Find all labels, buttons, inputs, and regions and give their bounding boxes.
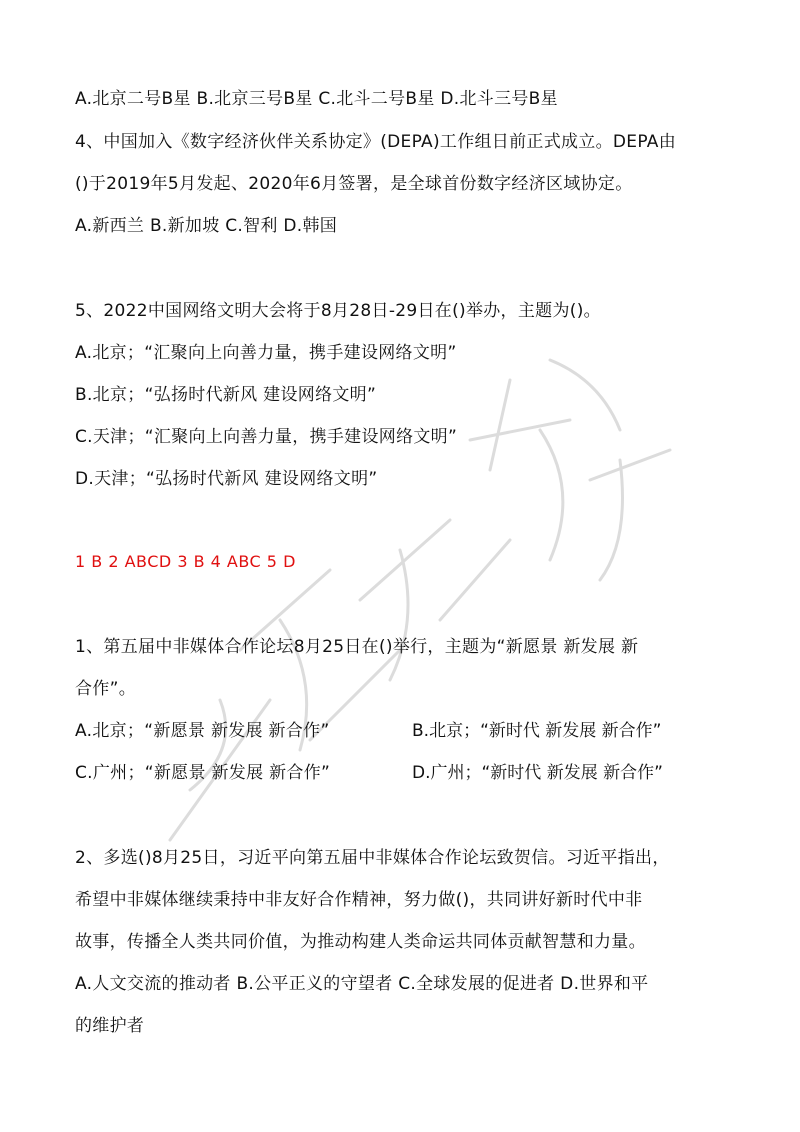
s1-option-a: A.北京；“新愿景 新发展 新合作” <box>75 721 330 741</box>
q5-stem: 5、2022中国网络文明大会将于8月28日-29日在()举办，主题为()。 <box>75 301 601 321</box>
q5-option-b: B.北京；“弘扬时代新风 建设网络文明” <box>75 385 377 405</box>
s2-stem-line-3: 故事，传播全人类共同价值，为推动构建人类命运共同体贡献智慧和力量。 <box>75 932 646 952</box>
q5-option-a: A.北京；“汇聚向上向善力量，携手建设网络文明” <box>75 343 457 363</box>
s2-options-line-1: A.人文交流的推动者 B.公平正义的守望者 C.全球发展的促进者 D.世界和平 <box>75 974 649 994</box>
q5-option-c: C.天津；“汇聚向上向善力量，携手建设网络文明” <box>75 427 458 447</box>
q4-stem-line-1: 4、中国加入《数字经济伙伴关系协定》(DEPA)工作组日前正式成立。DEPA由 <box>75 132 677 152</box>
q3-options: A.北京二号B星 B.北京三号B星 C.北斗二号B星 D.北斗三号B星 <box>75 89 558 109</box>
s2-stem-line-1: 2、多选()8月25日，习近平向第五届中非媒体合作论坛致贺信。习近平指出， <box>75 848 670 868</box>
s1-stem-line-1: 1、第五届中非媒体合作论坛8月25日在()举行，主题为“新愿景 新发展 新 <box>75 637 639 657</box>
q4-stem-line-2: ()于2019年5月发起、2020年6月签署，是全球首份数字经济区域协定。 <box>75 174 633 194</box>
s1-option-b: B.北京；“新时代 新发展 新合作” <box>412 721 662 741</box>
s1-option-c: C.广州；“新愿景 新发展 新合作” <box>75 763 331 783</box>
s1-stem-line-2: 合作”。 <box>75 679 137 699</box>
s2-options-line-2: 的维护者 <box>75 1016 145 1036</box>
s2-stem-line-2: 希望中非媒体继续秉持中非友好合作精神，努力做()，共同讲好新时代中非 <box>75 890 643 910</box>
answer-key: 1 B 2 ABCD 3 B 4 ABC 5 D <box>75 552 296 571</box>
q4-options: A.新西兰 B.新加坡 C.智利 D.韩国 <box>75 216 338 236</box>
q5-option-d: D.天津；“弘扬时代新风 建设网络文明” <box>75 469 378 489</box>
s1-option-d: D.广州；“新时代 新发展 新合作” <box>412 763 663 783</box>
